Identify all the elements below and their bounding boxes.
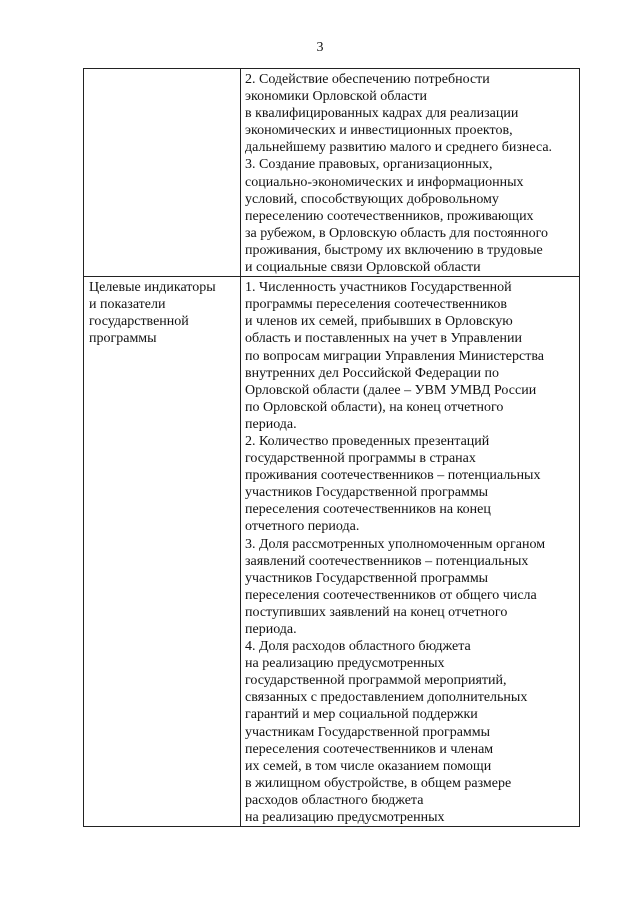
text-line: социально-экономических и информационных [245, 174, 524, 190]
page-number: 3 [316, 40, 324, 55]
text-line: в квалифицированных кадрах для реализации [245, 106, 519, 122]
text-line: внутренних дел Российской Федерации по [245, 365, 500, 381]
text-line: переселения соотечественников на конец [245, 502, 491, 518]
text-line: и показатели [89, 297, 166, 313]
text-line: государственной программы в странах [245, 451, 476, 467]
text-line: экономических и инвестиционных проектов, [245, 123, 513, 139]
text-line: гарантий и мер социальной поддержки [245, 707, 478, 723]
table-row-tasks [84, 69, 580, 277]
text-line: и социальные связи Орловской области [245, 260, 481, 276]
text-line: проживания, быстрому их включению в трудовые [245, 242, 543, 258]
text-line: отчетного периода. [245, 519, 360, 535]
text-line: их семей, в том числе оказанием помощи [245, 758, 492, 774]
text-line: и членов их семей, прибывших в Орловскую [245, 314, 513, 330]
text-line: 2. Количество проведенных презентаций [245, 433, 490, 449]
text-line: на реализацию предусмотренных [245, 810, 445, 826]
text-line: проживания соотечественников – потенциальных [245, 468, 541, 484]
text-line: связанных с предоставлением дополнительных [245, 690, 528, 706]
text-line: условий, способствующих добровольному [245, 191, 499, 207]
text-line: периода. [245, 416, 297, 432]
text-line: переселения соотечественников от общего числа [245, 587, 537, 603]
text-line: 3. Создание правовых, организационных, [245, 157, 493, 173]
row-label-cell [84, 277, 241, 827]
text-line: участников Государственной программы [245, 485, 489, 501]
text-line: экономики Орловской области [245, 89, 428, 105]
text-line: Орловской области (далее – УВМ УМВД России [245, 382, 537, 398]
text-line: по вопросам миграции Управления Министерства [245, 348, 544, 364]
text-line: государственной [89, 314, 189, 330]
text-line: периода. [245, 622, 297, 637]
text-line: 2. Содействие обеспечению потребности [245, 72, 490, 87]
text-line: дальнейшему развитию малого и среднего бизнеса. [245, 140, 553, 156]
text-line: на реализацию предусмотренных [245, 656, 445, 672]
text-line: область и поставленных на учет в Управлении [245, 331, 522, 347]
text-line: 1. Численность участников Государственной [245, 280, 512, 296]
text-line: переселению соотечественников, проживающих [245, 208, 534, 224]
text-line: 4. Доля расходов областного бюджета [245, 639, 471, 655]
row-content-cell [241, 69, 580, 277]
text-line: участников Государственной программы [245, 570, 489, 586]
text-line: программы [89, 331, 157, 347]
row-label-cell [84, 69, 241, 277]
text-line: поступивших заявлений на конец отчетного [245, 604, 508, 620]
text-line: переселения соотечественников и членам [245, 741, 494, 757]
text-line: по Орловской области), на конец отчетного [245, 399, 504, 415]
text-line: заявлений соотечественников – потенциальных [245, 553, 529, 569]
text-line: в жилищном обустройстве, в общем размере [245, 775, 512, 791]
text-line: участникам Государственной программы [245, 724, 491, 740]
text-line: Целевые индикаторы [89, 280, 216, 296]
table-row-indicators [84, 277, 580, 827]
text-line: расходов областного бюджета [245, 792, 424, 808]
text-line: за рубежом, в Орловскую область для постоянного [245, 225, 549, 241]
program-passport-table [83, 68, 580, 827]
text-line: 3. Доля рассмотренных уполномоченным органом [245, 536, 546, 552]
text-line: государственной программой мероприятий, [245, 673, 507, 689]
row-content-cell [241, 277, 580, 827]
text-line: программы переселения соотечественников [245, 297, 507, 313]
